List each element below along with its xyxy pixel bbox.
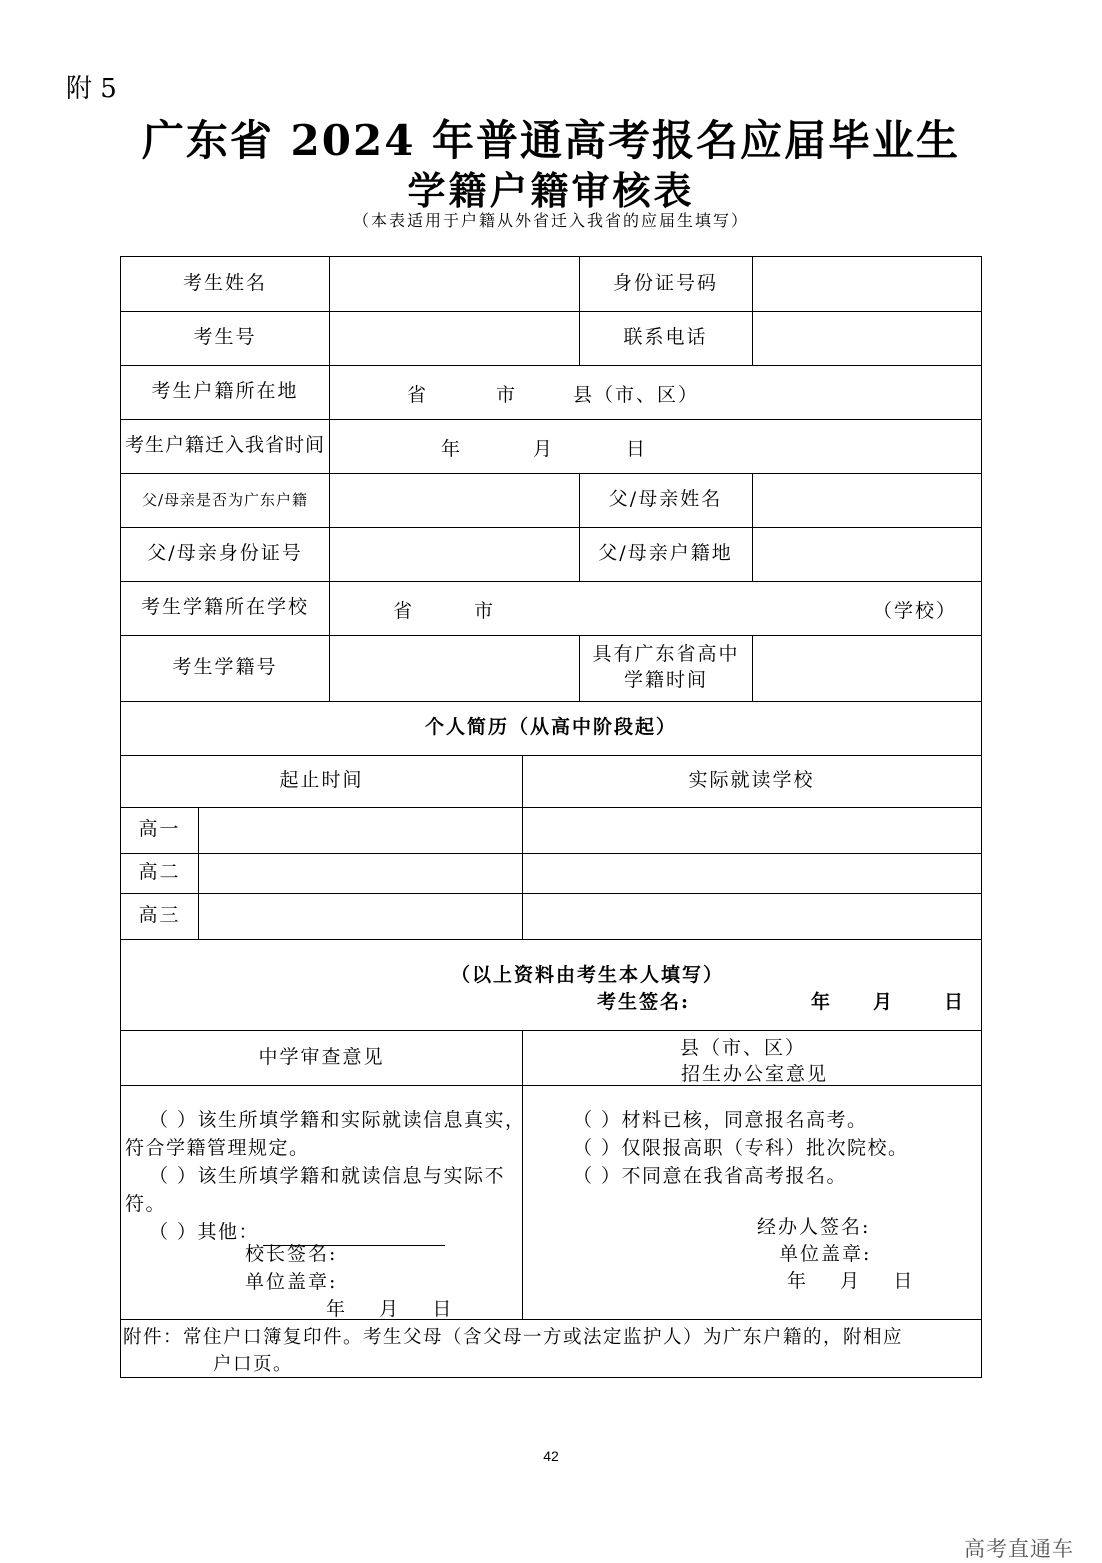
county-header-line1: 县（市、区） (680, 1037, 807, 1059)
gd-highschool-time-field[interactable] (752, 635, 981, 701)
form-subtitle: （本表适用于户籍从外省迁入我省的应届生填写） (352, 211, 749, 230)
id-number-field[interactable] (752, 257, 981, 311)
grade3-time-field[interactable] (198, 893, 522, 939)
watermark: 高考直通车 (964, 1538, 1074, 1561)
form-title-line2: 学籍户籍审核表 (407, 168, 695, 213)
grade3-school-field[interactable] (522, 893, 981, 939)
grade1-time-field[interactable] (198, 807, 522, 853)
phone-label: 联系电话 (623, 326, 708, 349)
county-header-line2: 招生办公室意见 (681, 1063, 829, 1085)
school-opinion-line: （ ）该生所填学籍和实际就读信息真实， (149, 1109, 526, 1131)
county-opinion-line: （ ）仅限报高职（专科）批次院校。 (573, 1137, 909, 1159)
form-title-line1: 广东省 2024 年普通高考报名应届毕业生 (141, 116, 961, 165)
migrate-time-field[interactable] (329, 419, 981, 473)
household-province: 省 (407, 384, 429, 406)
school-review-date: 年 月 日 (326, 1298, 454, 1320)
parent-name-field[interactable] (752, 473, 981, 527)
county-opinion-line: （ ）不同意在我省高考报名。 (573, 1165, 848, 1187)
signature-month: 月 (873, 991, 895, 1013)
county-seal-label: 单位盖章: (779, 1243, 872, 1265)
migrate-time-label: 考生户籍迁入我省时间 (124, 434, 325, 457)
parent-id-label: 父/母亲身份证号 (147, 542, 303, 565)
migrate-day: 日 (626, 438, 648, 460)
parent-household-label: 父/母亲户籍地 (598, 542, 733, 565)
gd-highschool-time-label: 具有广东省高中学籍时间 (592, 643, 740, 691)
migrate-year: 年 (441, 438, 463, 460)
school-opinion-line: 符。 (125, 1193, 167, 1215)
attachment-label: 附 5 (66, 74, 117, 104)
school-opinion-line: 符合学籍管理规定。 (125, 1137, 310, 1159)
school-seal-label: 单位盖章: (245, 1271, 338, 1293)
grade2-school-field[interactable] (522, 853, 981, 893)
parent-id-field[interactable] (329, 527, 579, 581)
household-label: 考生户籍所在地 (151, 380, 299, 403)
student-signature-label: 考生签名: (597, 991, 691, 1013)
parent-guangdong-field[interactable] (329, 473, 579, 527)
migrate-month: 月 (533, 438, 555, 460)
school-opinion-line: （ ）该生所填学籍和就读信息与实际不 (149, 1165, 506, 1187)
attachment-note-line1: 附件：常住户口簿复印件。考生父母（含父母一方或法定监护人）为广东户籍的，附相应 (123, 1327, 904, 1348)
signature-year: 年 (811, 991, 833, 1013)
review-form-table (120, 256, 982, 1378)
attachment-note-line2: 户口页。 (213, 1354, 294, 1375)
school-review-header: 中学审查意见 (258, 1045, 385, 1068)
resume-title: 个人简历（从高中阶段起） (424, 716, 677, 739)
resume-row-label: 高二 (138, 861, 181, 884)
name-label: 考生姓名 (182, 272, 267, 295)
student-number-label: 考生学籍号 (172, 656, 278, 679)
resume-row-label: 高三 (138, 904, 181, 927)
county-opinion-line: （ ）材料已核，同意报名高考。 (573, 1109, 868, 1131)
resume-col-time: 起止时间 (279, 769, 364, 792)
resume-col-school: 实际就读学校 (688, 769, 815, 792)
school-opinions (125, 1106, 526, 1246)
grade1-school-field[interactable] (522, 807, 981, 853)
student-number-field[interactable] (329, 635, 579, 701)
self-fill-note: （以上资料由考生本人填写） (451, 964, 725, 986)
grade2-time-field[interactable] (198, 853, 522, 893)
resume-row-label: 高一 (138, 818, 181, 841)
household-city: 市 (496, 384, 518, 406)
id-number-label: 身份证号码 (612, 272, 718, 295)
county-review-date: 年 月 日 (787, 1270, 915, 1292)
exam-number-field[interactable] (329, 311, 579, 365)
page-number: 42 (543, 1448, 559, 1464)
signature-day: 日 (944, 991, 966, 1013)
parent-guangdong-label: 父/母亲是否为广东户籍 (141, 490, 309, 509)
household-county: 县（市、区） (573, 384, 700, 406)
county-opinions (573, 1106, 909, 1190)
school-other-label: （ ）其他： (149, 1221, 260, 1243)
principal-signature-label: 校长签名: (245, 1243, 338, 1265)
handler-signature-label: 经办人签名: (757, 1216, 871, 1238)
phone-field[interactable] (752, 311, 981, 365)
school-city: 市 (474, 600, 496, 622)
school-label: 考生学籍所在学校 (140, 596, 309, 619)
name-field[interactable] (329, 257, 579, 311)
school-province: 省 (393, 600, 415, 622)
exam-number-label: 考生号 (193, 326, 257, 349)
school-suffix: （学校） (873, 600, 958, 622)
parent-household-field[interactable] (752, 527, 981, 581)
parent-name-label: 父/母亲姓名 (608, 488, 723, 511)
